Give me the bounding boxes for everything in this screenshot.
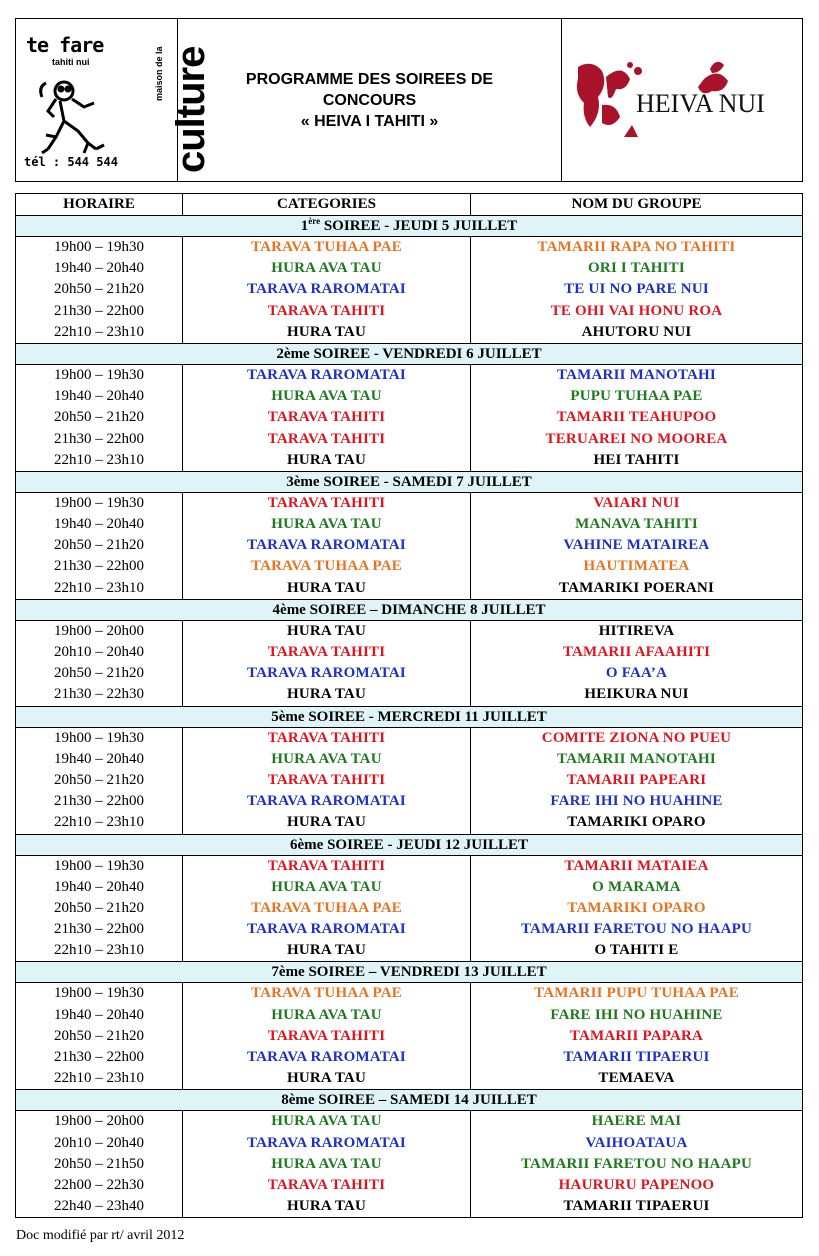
categorie-cell: [183, 620, 471, 706]
time-slot: 20h50 – 21h20: [54, 899, 144, 916]
group-name: TAMARII FARETOU NO HAAPU: [520, 921, 753, 938]
group-name: TE UI NO PARE NUI: [564, 281, 709, 298]
time-slot: 22h10 – 23h10: [54, 579, 144, 596]
group-name: HITIREVA: [598, 622, 675, 639]
group-name: TAMARII AFAAHITI: [562, 644, 711, 660]
group-name: TAMARII MATAIEA: [564, 857, 709, 874]
horaire-cell: [16, 620, 183, 706]
schedule-body: [16, 216, 803, 1218]
group-name: TE OHI VAI HONU ROA: [550, 302, 723, 319]
category-name: HURA AVA TAU: [271, 878, 382, 895]
category-name: TARAVA TAHITI: [267, 1027, 386, 1044]
group-name: COMITE ZIONA NO PUEU: [541, 729, 732, 746]
groupe-cell: [471, 727, 803, 834]
group-name: O FAA’A: [605, 665, 668, 682]
time-slot: 19h40 – 20h40: [54, 260, 144, 277]
header-horaire: HORAIRE: [16, 194, 183, 216]
category-name: TARAVA RAROMATAI: [247, 537, 406, 554]
header-nom-du-groupe: NOM DU GROUPE: [471, 194, 803, 216]
footer-note: Doc modifié par rt/ avril 2012: [16, 1228, 185, 1243]
time-slot: 21h30 – 22h00: [54, 558, 144, 575]
category-name: TARAVA TAHITI: [267, 409, 386, 426]
category-name: TARAVA TAHITI: [267, 771, 386, 788]
group-name: VAHINE MATAIREA: [563, 537, 710, 554]
section-title: [16, 834, 803, 855]
section-title: [16, 343, 803, 364]
tiki-figure-icon: [34, 77, 112, 155]
logo-subtitle: tahiti nui: [52, 57, 90, 67]
section-block-row: [16, 492, 803, 599]
title-line-3: « HEIVA I TAHITI »: [300, 112, 439, 130]
schedule-table: [15, 193, 803, 1218]
categorie-cell: [183, 727, 471, 834]
time-slot: 20h50 – 21h50: [54, 1155, 144, 1172]
section-title-text: 5ème SOIREE - MERCREDI 11 JUILLET: [271, 708, 547, 725]
section-title: [16, 706, 803, 727]
time-slot: 19h00 – 19h30: [54, 366, 144, 383]
group-name: MANAVA TAHITI: [575, 516, 698, 533]
group-name: TAMARII TIPAERUI: [563, 1049, 710, 1065]
category-name: HURA AVA TAU: [271, 1006, 382, 1023]
category-name: TARAVA TUHAA PAE: [250, 558, 403, 575]
categorie-cell: [183, 855, 471, 962]
group-name: O MARAMA: [592, 878, 681, 895]
time-slot: 19h40 – 20h40: [54, 388, 144, 405]
group-name: TERUAREI NO MOOREA: [545, 430, 728, 447]
category-name: TARAVA TAHITI: [267, 494, 386, 511]
time-slot: 19h40 – 20h40: [54, 750, 144, 767]
time-slot: 21h30 – 22h00: [54, 921, 144, 938]
category-name: HURA TAU: [287, 814, 366, 831]
te-fare-logo: [16, 19, 213, 181]
section-header-row: [16, 599, 803, 620]
section-ordinal: 1: [300, 218, 309, 234]
time-slot: 21h30 – 22h00: [54, 430, 144, 447]
groupe-cell: [471, 855, 803, 962]
group-name: HAURURU PAPENOO: [558, 1176, 715, 1193]
category-name: TARAVA TAHITI: [267, 857, 386, 874]
horaire-cell: [16, 855, 183, 962]
group-name: TEMAEVA: [598, 1070, 675, 1087]
category-name: HURA AVA TAU: [271, 516, 382, 533]
categorie-cell: [183, 492, 471, 599]
time-slot: 20h50 – 21h20: [54, 665, 144, 682]
category-name: HURA AVA TAU: [271, 1155, 382, 1172]
time-slot: 22h10 – 23h10: [54, 451, 144, 468]
section-block-row: [16, 620, 803, 706]
time-slot: 22h10 – 23h10: [54, 323, 144, 340]
category-name: TARAVA RAROMATAI: [247, 281, 406, 298]
horaire-cell: [16, 983, 183, 1090]
logo-culture-text: culture: [169, 46, 213, 173]
section-block-row: [16, 727, 803, 834]
document-title: [178, 19, 562, 181]
group-name: AHUTORU NUI: [581, 323, 692, 340]
category-name: TARAVA RAROMATAI: [247, 366, 406, 383]
logo-maison-text: maison de la: [154, 46, 164, 101]
section-header-row: [16, 471, 803, 492]
section-title: [16, 216, 803, 237]
group-name: VAIHOATAUA: [585, 1134, 688, 1151]
time-slot: 21h30 – 22h00: [54, 1049, 144, 1065]
section-header-row: [16, 1090, 803, 1111]
groupe-cell: [471, 983, 803, 1090]
group-name: TAMARII PUPU TUHAA PAE: [534, 985, 739, 1002]
section-title-text: 7ème SOIREE – VENDREDI 13 JUILLET: [271, 964, 547, 981]
time-slot: 22h10 – 23h10: [54, 1070, 144, 1087]
category-name: TARAVA TUHAA PAE: [250, 239, 403, 255]
time-slot: 22h00 – 22h30: [54, 1176, 144, 1193]
category-name: TARAVA TAHITI: [267, 1176, 386, 1193]
time-slot: 19h40 – 20h40: [54, 516, 144, 533]
category-name: TARAVA RAROMATAI: [247, 921, 406, 938]
category-name: TARAVA RAROMATAI: [247, 793, 406, 810]
group-name: HEIKURA NUI: [584, 686, 689, 703]
category-name: HURA TAU: [287, 686, 366, 703]
category-name: TARAVA TAHITI: [267, 430, 386, 447]
section-block-row: [16, 1111, 803, 1218]
section-ordinal-suffix: ère: [308, 216, 321, 226]
horaire-cell: [16, 727, 183, 834]
section-title: [16, 471, 803, 492]
category-name: HURA TAU: [287, 942, 366, 959]
group-name: HEI TAHITI: [593, 451, 680, 468]
groupe-cell: [471, 237, 803, 344]
section-title-text: 6ème SOIREE - JEUDI 12 JUILLET: [290, 836, 528, 853]
category-name: HURA TAU: [287, 622, 366, 639]
categorie-cell: [183, 364, 471, 471]
group-name: PUPU TUHAA PAE: [570, 388, 703, 405]
time-slot: 19h00 – 19h30: [54, 857, 144, 874]
category-name: HURA AVA TAU: [271, 388, 382, 405]
time-slot: 19h40 – 20h40: [54, 878, 144, 895]
time-slot: 21h30 – 22h00: [54, 302, 144, 319]
category-name: TARAVA RAROMATAI: [247, 665, 406, 682]
time-slot: 21h30 – 22h30: [54, 686, 144, 703]
time-slot: 19h00 – 19h30: [54, 729, 144, 746]
group-name: VAIARI NUI: [593, 494, 680, 511]
time-slot: 19h00 – 19h30: [54, 985, 144, 1002]
category-name: HURA TAU: [287, 323, 366, 340]
time-slot: 20h10 – 20h40: [54, 1134, 144, 1151]
category-name: TARAVA RAROMATAI: [247, 1049, 406, 1065]
time-slot: 19h40 – 20h40: [54, 1006, 144, 1023]
horaire-cell: [16, 237, 183, 344]
section-header-row: [16, 962, 803, 983]
time-slot: 21h30 – 22h00: [54, 793, 144, 810]
horaire-cell: [16, 364, 183, 471]
groupe-cell: [471, 492, 803, 599]
time-slot: 19h00 – 19h30: [54, 494, 144, 511]
section-title-text: 4ème SOIREE – DIMANCHE 8 JUILLET: [272, 601, 546, 618]
section-block-row: [16, 983, 803, 1090]
category-name: TARAVA TAHITI: [267, 729, 386, 746]
category-name: HURA TAU: [287, 579, 366, 596]
group-name: TAMARIKI OPARO: [567, 814, 706, 831]
section-title-text: 2ème SOIREE - VENDREDI 6 JUILLET: [276, 345, 542, 362]
section-block-row: [16, 237, 803, 344]
time-slot: 20h50 – 21h20: [54, 1027, 144, 1044]
category-name: TARAVA RAROMATAI: [247, 1134, 406, 1151]
group-name: TAMARII TEAHUPOO: [556, 409, 717, 426]
horaire-cell: [16, 1111, 183, 1218]
section-title: [16, 962, 803, 983]
table-header-row: [16, 194, 803, 216]
time-slot: 22h10 – 23h10: [54, 814, 144, 831]
section-title: [16, 1090, 803, 1111]
group-name: TAMARII MANOTAHI: [557, 750, 716, 767]
time-slot: 20h50 – 21h20: [54, 771, 144, 788]
group-name: TAMARII PAPEARI: [566, 771, 707, 788]
categorie-cell: [183, 983, 471, 1090]
title-line-2: CONCOURS: [322, 91, 417, 109]
group-name: HAERE MAI: [591, 1113, 682, 1130]
category-name: HURA TAU: [287, 451, 366, 468]
group-name: TAMARII FARETOU NO HAAPU: [520, 1155, 753, 1172]
time-slot: 20h50 – 21h20: [54, 409, 144, 426]
category-name: HURA AVA TAU: [271, 1113, 382, 1130]
time-slot: 20h50 – 21h20: [54, 281, 144, 298]
category-name: HURA AVA TAU: [271, 750, 382, 767]
horaire-cell: [16, 492, 183, 599]
section-header-row: [16, 834, 803, 855]
group-name: O TAHITI E: [594, 942, 679, 959]
section-title-text: SOIREE - JEUDI 5 JUILLET: [320, 218, 518, 234]
category-name: TARAVA TUHAA PAE: [250, 899, 403, 916]
title-line-1: PROGRAMME DES SOIREES DE: [245, 70, 494, 88]
categorie-cell: [183, 1111, 471, 1218]
category-name: TARAVA TAHITI: [267, 302, 386, 319]
time-slot: 19h00 – 20h00: [54, 1113, 144, 1130]
group-name: TAMARII MANOTAHI: [557, 366, 716, 383]
category-name: HURA TAU: [287, 1198, 366, 1215]
group-name: TAMARIKI POERANI: [558, 579, 714, 596]
groupe-cell: [471, 364, 803, 471]
group-name: HAUTIMATEA: [583, 558, 690, 575]
heiva-nui-text: HEIVA NUI: [636, 89, 765, 118]
section-title-text: 3ème SOIREE - SAMEDI 7 JUILLET: [286, 473, 532, 490]
group-name: FARE IHI NO HUAHINE: [550, 1006, 723, 1023]
time-slot: 19h00 – 20h00: [54, 622, 144, 639]
group-name: TAMARII PAPARA: [569, 1027, 704, 1044]
header-categories: CATEGORIES: [183, 194, 471, 216]
category-name: HURA AVA TAU: [271, 260, 382, 277]
category-name: TARAVA TAHITI: [267, 644, 386, 660]
document-header: [15, 18, 803, 182]
section-header-row: [16, 343, 803, 364]
section-block-row: [16, 855, 803, 962]
section-title: [16, 599, 803, 620]
section-title-text: 8ème SOIREE – SAMEDI 14 JUILLET: [281, 1092, 537, 1109]
time-slot: 22h40 – 23h40: [54, 1198, 144, 1215]
heiva-nui-logo: [562, 19, 802, 181]
group-name: TAMARIKI OPARO: [567, 899, 706, 916]
groupe-cell: [471, 1111, 803, 1218]
categorie-cell: [183, 237, 471, 344]
time-slot: 22h10 – 23h10: [54, 942, 144, 959]
category-name: TARAVA TUHAA PAE: [250, 985, 403, 1002]
groupe-cell: [471, 620, 803, 706]
section-block-row: [16, 364, 803, 471]
logo-phone: tél : 544 544: [24, 155, 118, 169]
time-slot: 20h50 – 21h20: [54, 537, 144, 554]
category-name: HURA TAU: [287, 1070, 366, 1087]
section-header-row: [16, 706, 803, 727]
logo-culture-wrap: [111, 33, 213, 173]
group-name: TAMARII RAPA NO TAHITI: [537, 239, 736, 255]
section-header-row: [16, 216, 803, 237]
time-slot: 19h00 – 19h30: [54, 239, 144, 255]
group-name: TAMARII TIPAERUI: [563, 1198, 710, 1215]
time-slot: 20h10 – 20h40: [54, 644, 144, 660]
group-name: FARE IHI NO HUAHINE: [550, 793, 723, 810]
logo-name: te fare: [26, 33, 104, 57]
group-name: ORI I TAHITI: [588, 260, 685, 277]
